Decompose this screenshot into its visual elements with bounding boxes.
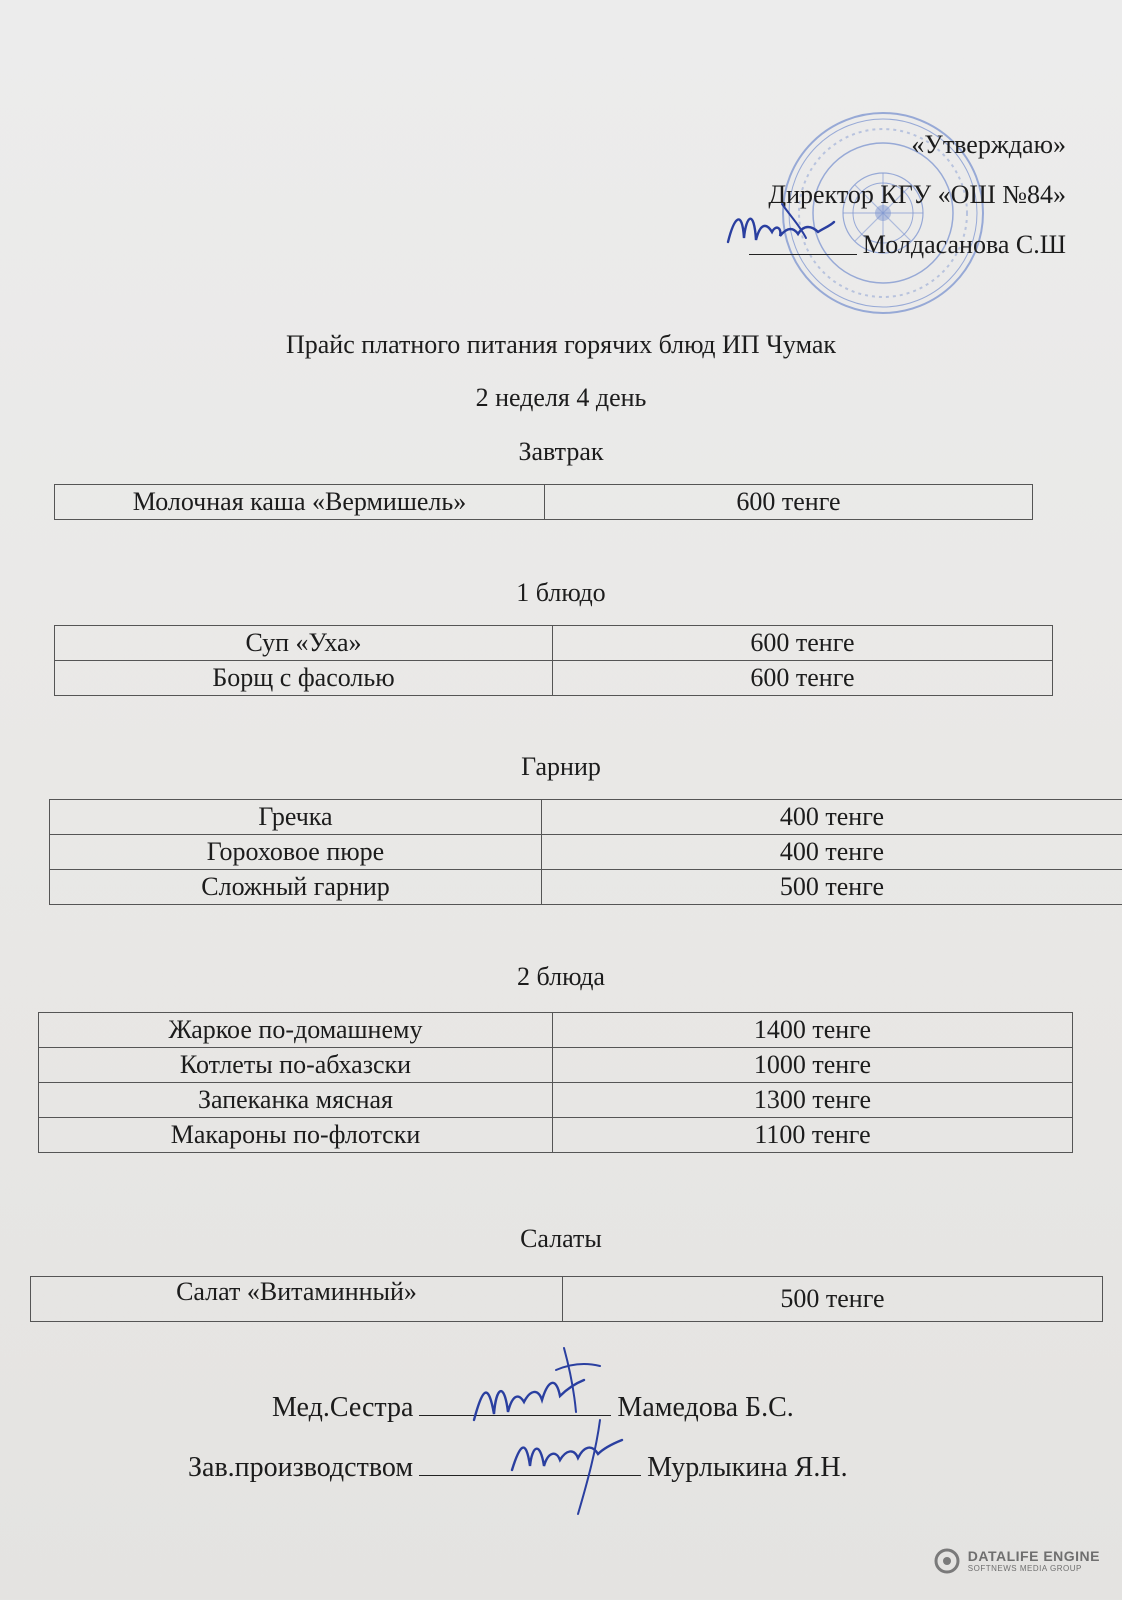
signature-role: Зав.производством bbox=[188, 1452, 414, 1483]
price-table-garnish bbox=[49, 799, 1122, 905]
dish-price: 400 тенге bbox=[542, 835, 1122, 870]
dish-price: 500 тенге bbox=[542, 870, 1122, 905]
table-row bbox=[55, 661, 1053, 696]
price-table-second-course bbox=[38, 1012, 1073, 1153]
table-row bbox=[50, 870, 1122, 905]
dish-price: 600 тенге bbox=[553, 626, 1053, 661]
page-subtitle: 2 неделя 4 день bbox=[475, 383, 647, 412]
dish-name: Суп «Уха» bbox=[55, 626, 553, 661]
dish-name: Борщ с фасолью bbox=[55, 661, 553, 696]
production-manager-signature bbox=[500, 1410, 640, 1520]
table-row bbox=[55, 485, 1033, 520]
section-heading-first-course: 1 блюдо bbox=[516, 578, 606, 607]
table-row bbox=[50, 835, 1122, 870]
page-title: Прайс платного питания горячих блюд ИП Чумак bbox=[285, 330, 837, 359]
watermark bbox=[934, 1548, 1100, 1574]
dish-name: Макароны по-флотски bbox=[39, 1118, 553, 1153]
signature-role: Мед.Сестра bbox=[272, 1392, 414, 1423]
section-heading-breakfast: Завтрак bbox=[518, 437, 604, 466]
signature-name: Мамедова Б.С. bbox=[617, 1392, 794, 1423]
dish-price: 500 тенге bbox=[563, 1277, 1103, 1322]
dish-name: Салат «Витаминный» bbox=[31, 1277, 563, 1322]
dish-price: 600 тенге bbox=[545, 485, 1033, 520]
dish-price: 400 тенге bbox=[542, 800, 1122, 835]
dish-name: Котлеты по-абхазски bbox=[39, 1048, 553, 1083]
director-title: Директор КГУ «ОШ №84» bbox=[768, 180, 1066, 209]
dish-name: Жаркое по-домашнему bbox=[39, 1013, 553, 1048]
dish-price: 1300 тенге bbox=[553, 1083, 1073, 1118]
table-row bbox=[39, 1013, 1073, 1048]
table-row bbox=[50, 800, 1122, 835]
price-table-breakfast bbox=[54, 484, 1033, 520]
table-row bbox=[39, 1083, 1073, 1118]
watermark-brand: DATALIFE ENGINE bbox=[967, 1548, 1100, 1564]
table-row bbox=[39, 1048, 1073, 1083]
price-table-salads bbox=[30, 1276, 1103, 1322]
director-name: Молдасанова С.Ш bbox=[862, 230, 1066, 259]
dish-name: Гороховое пюре bbox=[50, 835, 542, 870]
signature-name: Мурлыкина Я.Н. bbox=[647, 1452, 848, 1483]
watermark-sub: SOFTNEWS MEDIA GROUP bbox=[967, 1564, 1082, 1573]
table-row bbox=[55, 626, 1053, 661]
director-signature bbox=[722, 198, 838, 254]
dish-name: Молочная каша «Вермишель» bbox=[55, 485, 545, 520]
section-heading-garnish: Гарнир bbox=[521, 752, 601, 781]
price-table-first-course bbox=[54, 625, 1053, 696]
dish-name: Запеканка мясная bbox=[39, 1083, 553, 1118]
section-heading-salads: Салаты bbox=[520, 1224, 602, 1253]
datalife-logo-icon bbox=[934, 1548, 960, 1574]
table-row bbox=[31, 1277, 1103, 1322]
dish-price: 1400 тенге bbox=[553, 1013, 1073, 1048]
table-row bbox=[39, 1118, 1073, 1153]
dish-price: 600 тенге bbox=[553, 661, 1053, 696]
dish-name: Сложный гарнир bbox=[50, 870, 542, 905]
dish-price: 1000 тенге bbox=[553, 1048, 1073, 1083]
approve-label: «Утверждаю» bbox=[911, 130, 1066, 159]
dish-price: 1100 тенге bbox=[553, 1118, 1073, 1153]
dish-name: Гречка bbox=[50, 800, 542, 835]
section-heading-second-course: 2 блюда bbox=[517, 962, 605, 991]
